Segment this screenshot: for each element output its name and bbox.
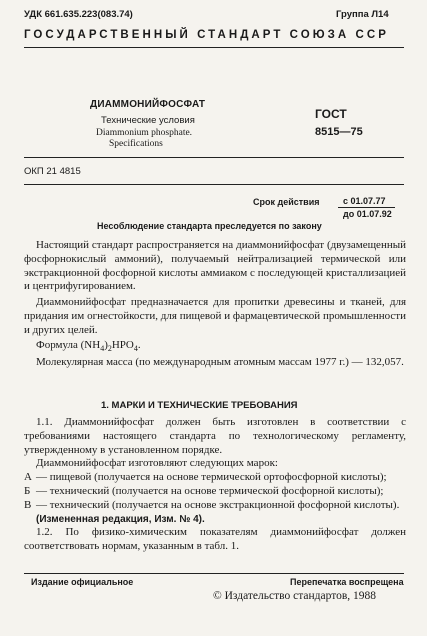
intro-paragraph-1: Настоящий стандарт распространяется на диаммонийфосфат (двузамещенный фосфорнокислый аммоний), получаемый нейтрализацией термической или экстракционной фосфорной кислоты аммиаком с последующей кристаллизацией и центрифугированием. — [24, 239, 406, 293]
footer-rule — [24, 573, 404, 574]
grade-text: — технический (получается на основе экстракционной фосфорной кислоты). — [36, 498, 400, 511]
state-standard-title: ГОСУДАРСТВЕННЫЙ СТАНДАРТ СОЮЗА ССР — [24, 29, 389, 41]
validity-divider — [338, 207, 395, 208]
grade-item — [24, 471, 406, 485]
intro-paragraph-2: Диаммонийфосфат предназначается для пропитки древесины и тканей, для придания им огнестойкости, для пищевой и фармацевтической промышленности и других целей. — [24, 296, 406, 336]
product-name-en: Diammonium phosphate. — [96, 128, 193, 138]
formula-part: HPO — [111, 338, 134, 351]
okp-rule — [24, 184, 404, 185]
grade-item — [24, 499, 406, 513]
intro-text — [24, 239, 406, 369]
law-note: Несоблюдение стандарта преследуется по закону — [97, 221, 322, 231]
formula-sub: 2 — [107, 343, 112, 353]
official-edition: Издание официальное — [31, 577, 134, 587]
formula-part: . — [137, 338, 141, 351]
gost-number: 8515—75 — [315, 126, 363, 138]
product-name: ДИАММОНИЙФОСФАТ — [90, 99, 206, 110]
validity-to: до 01.07.92 — [343, 209, 392, 219]
grade-mark: В — [24, 498, 32, 511]
validity-from: с 01.07.77 — [343, 196, 386, 206]
gost-label: ГОСТ — [315, 107, 347, 121]
title-rule — [24, 157, 404, 158]
product-subtitle: Технические условия — [101, 115, 195, 126]
copyright: © Издательство стандартов, 1988 — [213, 590, 377, 602]
product-subtitle-en: Specifications — [109, 139, 163, 149]
amendment-note: (Измененная редакция, Изм. № 4). — [36, 513, 205, 525]
formula-sub: 4 — [100, 343, 105, 353]
grade-text: — технический (получается на основе термической фосфорной кислоты); — [36, 484, 384, 497]
grade-mark: А — [24, 471, 32, 484]
formula-part: (NH — [80, 338, 101, 351]
okp-code: ОКП 21 4815 — [24, 166, 81, 177]
formula-line — [24, 339, 406, 356]
group-code: Группа Л14 — [336, 9, 389, 20]
formula-part: ) — [104, 338, 108, 351]
validity-label: Срок действия — [253, 197, 320, 207]
grade-mark: Б — [24, 484, 31, 497]
grade-item — [24, 485, 406, 499]
udk-code: УДК 661.635.223(083.74) — [24, 9, 133, 20]
section1-body — [24, 416, 406, 554]
header-rule — [24, 47, 404, 48]
reprint-notice: Перепечатка воспрещена — [290, 577, 404, 587]
formula-sub: 4 — [133, 343, 138, 353]
grades-intro: Диаммонийфосфат изготовляют следующих марок: — [36, 457, 278, 470]
formula-label: Формула — [36, 338, 81, 351]
clause-1-1: 1.1. Диаммонийфосфат должен быть изготовлен в соответствии с требованиями настоящего стандарта по технологическому регламенту, утвержденному в установленном порядке. — [24, 416, 406, 456]
grade-text: — пищевой (получается на основе термической ортофосфорной кислоты); — [36, 471, 387, 484]
section-heading: 1. МАРКИ И ТЕХНИЧЕСКИЕ ТРЕБОВАНИЯ — [101, 400, 298, 411]
molar-mass: Молекулярная масса (по международным атомным массам 1977 г.) — 132,057. — [36, 355, 404, 368]
clause-1-2: 1.2. По физико-химическим показателям диаммонийфосфат должен соответствовать нормам, указанным в табл. 1. — [24, 526, 406, 553]
